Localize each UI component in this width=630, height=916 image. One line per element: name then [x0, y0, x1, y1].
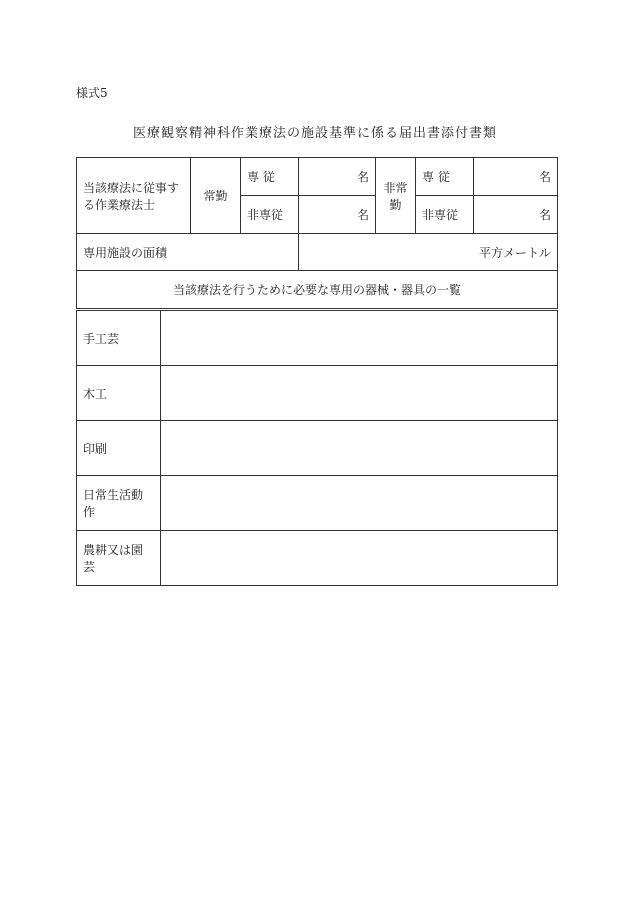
parttime-nondedicated-count[interactable]: 名	[474, 196, 558, 234]
fulltime-label: 常勤	[191, 158, 241, 234]
area-value[interactable]: 平方メートル	[299, 234, 558, 271]
fulltime-dedicated-label: 専 従	[241, 158, 299, 196]
fulltime-dedicated-count[interactable]: 名	[299, 158, 376, 196]
document-title: 医療観察精神科作業療法の施設基準に係る届出書添付書類	[132, 126, 497, 141]
equipment-label: 手工芸	[77, 311, 161, 366]
fulltime-nondedicated-count[interactable]: 名	[299, 196, 376, 234]
area-label: 専用施設の面積	[77, 234, 299, 271]
staff-row-label: 当該療法に従事する作業療法士	[77, 158, 191, 234]
parttime-label: 非常勤	[376, 158, 416, 234]
equipment-header: 当該療法を行うために必要な専用の器械・器具の一覧	[77, 271, 558, 309]
equipment-label: 印刷	[77, 421, 161, 476]
parttime-dedicated-label: 専 従	[416, 158, 474, 196]
equipment-row	[77, 476, 558, 531]
equipment-value[interactable]	[161, 311, 558, 366]
equipment-row	[77, 311, 558, 366]
equipment-value[interactable]	[161, 421, 558, 476]
form-number: 様式5	[76, 86, 108, 100]
equipment-label: 日常生活動作	[77, 476, 161, 531]
equipment-row	[77, 366, 558, 421]
equipment-row	[77, 531, 558, 586]
equipment-label: 木工	[77, 366, 161, 421]
equipment-value[interactable]	[161, 531, 558, 586]
equipment-table	[76, 310, 558, 586]
staff-table	[76, 157, 558, 309]
equipment-value[interactable]	[161, 366, 558, 421]
equipment-value[interactable]	[161, 476, 558, 531]
equipment-label: 農耕又は園芸	[77, 531, 161, 586]
fulltime-nondedicated-label: 非専従	[241, 196, 299, 234]
equipment-row	[77, 421, 558, 476]
parttime-dedicated-count[interactable]: 名	[474, 158, 558, 196]
parttime-nondedicated-label: 非専従	[416, 196, 474, 234]
